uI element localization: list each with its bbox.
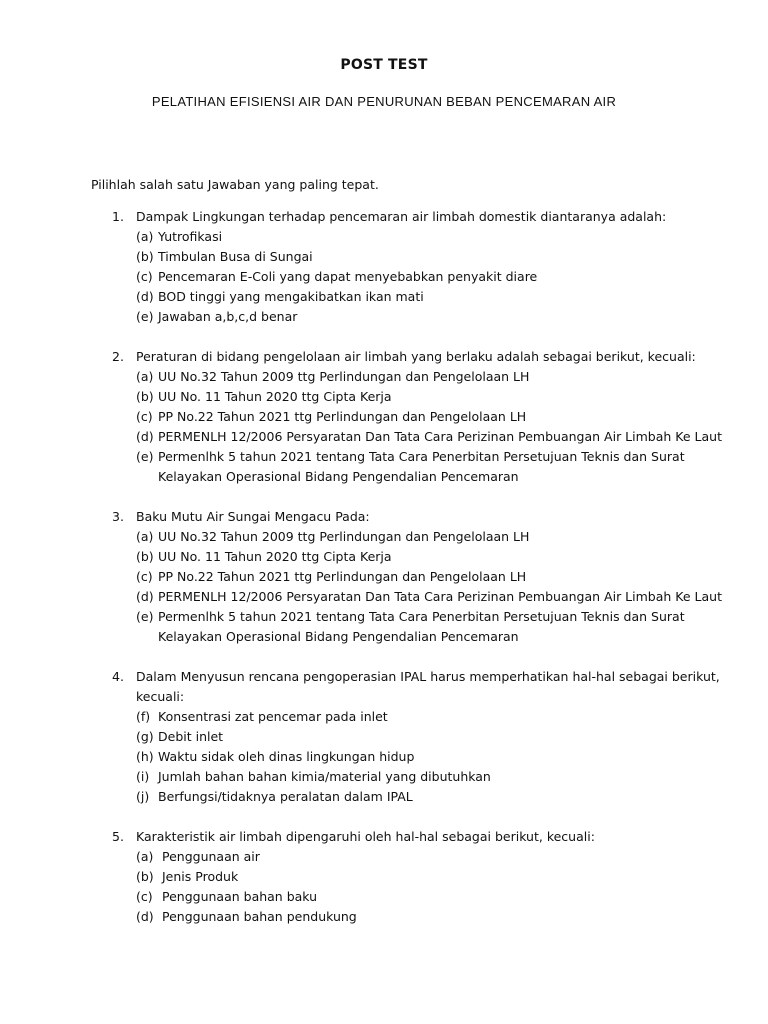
option-letter: (i) [136, 769, 150, 784]
option-letter: (a) [136, 369, 154, 384]
option-letter: (b) [136, 249, 154, 264]
option-letter: (g) [136, 729, 154, 744]
question-text: Baku Mutu Air Sungai Mengacu Pada: [136, 509, 370, 524]
option-letter: (c) [136, 409, 153, 424]
option-text: Waktu sidak oleh dinas lingkungan hidup [158, 749, 415, 764]
answer-option-a [112, 227, 672, 247]
question-text: Dampak Lingkungan terhadap pencemaran air limbah domestik diantaranya adalah: [136, 209, 667, 224]
option-letter: (d) [136, 429, 154, 444]
option-letter: (b) [136, 389, 154, 404]
answer-option-j [112, 787, 672, 807]
option-letter: (c) [136, 569, 153, 584]
option-text: UU No. 11 Tahun 2020 ttg Cipta Kerja [158, 549, 392, 564]
option-text: Jumlah bahan bahan kimia/material yang dibutuhkan [158, 769, 491, 784]
option-text: Debit inlet [158, 729, 224, 744]
answer-option-a [112, 367, 672, 387]
instruction-text: Pilihlah salah satu Jawaban yang paling tepat. [91, 177, 379, 192]
option-text: UU No.32 Tahun 2009 ttg Perlindungan dan Pengelolaan LH [158, 369, 530, 384]
option-continuation [112, 467, 672, 487]
answer-option-a [112, 527, 672, 547]
answer-option-f [112, 707, 672, 727]
option-text: BOD tinggi yang mengakibatkan ikan mati [158, 289, 424, 304]
page-title: POST TEST [340, 57, 428, 73]
option-letter: (e) [136, 449, 154, 464]
question-2 [112, 347, 722, 487]
question-line [112, 507, 672, 527]
question-line [112, 827, 672, 847]
option-letter: (c) [136, 889, 153, 904]
option-text: PP No.22 Tahun 2021 ttg Perlindungan dan Pengelolaan LH [158, 409, 527, 424]
answer-option-a [112, 847, 672, 867]
question-number: 2. [112, 349, 124, 364]
question-number: 1. [112, 209, 124, 224]
question-1 [112, 207, 672, 327]
option-letter: (a) [136, 849, 154, 864]
option-text: UU No.32 Tahun 2009 ttg Perlindungan dan Pengelolaan LH [158, 529, 530, 544]
answer-option-c [112, 267, 672, 287]
answer-option-b [112, 387, 672, 407]
question-number: 3. [112, 509, 124, 524]
option-letter: (e) [136, 309, 154, 324]
answer-option-g [112, 727, 672, 747]
option-letter: (a) [136, 529, 154, 544]
question-text: Dalam Menyusun rencana pengoperasian IPAL harus memperhatikan hal-hal sebagai berikut, [136, 669, 720, 684]
option-text: PP No.22 Tahun 2021 ttg Perlindungan dan Pengelolaan LH [158, 569, 527, 584]
option-letter: (a) [136, 229, 154, 244]
question-4 [112, 667, 720, 807]
question-continuation-text: kecuali: [136, 689, 185, 704]
question-text: Karakteristik air limbah dipengaruhi oleh hal-hal sebagai berikut, kecuali: [136, 829, 595, 844]
option-continuation-text: Kelayakan Operasional Bidang Pengendalian Pencemaran [158, 469, 519, 484]
answer-option-b [112, 547, 672, 567]
answer-option-c [112, 407, 672, 427]
option-text: Yutrofikasi [158, 229, 223, 244]
question-line [112, 207, 672, 227]
answer-option-d [112, 907, 672, 927]
answer-option-b [112, 247, 672, 267]
option-text: Pencemaran E-Coli yang dapat menyebabkan penyakit diare [158, 269, 538, 284]
option-text: Konsentrasi zat pencemar pada inlet [158, 709, 388, 724]
page-subtitle: PELATIHAN EFISIENSI AIR DAN PENURUNAN BEBAN PENCEMARAN AIR [151, 94, 617, 109]
answer-option-h [112, 747, 672, 767]
question-line [112, 667, 720, 687]
option-text: Permenlhk 5 tahun 2021 tentang Tata Cara Penerbitan Persetujuan Teknis dan Surat [158, 609, 685, 624]
option-letter: (d) [136, 589, 154, 604]
option-text: Berfungsi/tidaknya peralatan dalam IPAL [158, 789, 413, 804]
answer-option-e [112, 307, 672, 327]
answer-option-e [112, 607, 685, 627]
option-continuation-text: Kelayakan Operasional Bidang Pengendalian Pencemaran [158, 629, 519, 644]
answer-option-d [112, 427, 722, 447]
option-text: Jawaban a,b,c,d benar [158, 309, 298, 324]
option-text: UU No. 11 Tahun 2020 ttg Cipta Kerja [158, 389, 392, 404]
answer-option-d [112, 287, 672, 307]
option-letter: (j) [136, 789, 150, 804]
option-text: Timbulan Busa di Sungai [158, 249, 313, 264]
option-letter: (c) [136, 269, 153, 284]
option-text: Penggunaan bahan pendukung [162, 909, 357, 924]
option-text: PERMENLH 12/2006 Persyaratan Dan Tata Cara Perizinan Pembuangan Air Limbah Ke Laut [158, 589, 722, 604]
option-text: Jenis Produk [162, 869, 239, 884]
option-text: Penggunaan air [162, 849, 260, 864]
answer-option-b [112, 867, 672, 887]
answer-option-i [112, 767, 672, 787]
answer-option-e [112, 447, 685, 467]
option-text: Penggunaan bahan baku [162, 889, 318, 904]
option-text: Permenlhk 5 tahun 2021 tentang Tata Cara Penerbitan Persetujuan Teknis dan Surat [158, 449, 685, 464]
question-line [112, 347, 696, 367]
answer-option-c [112, 887, 672, 907]
option-letter: (f) [136, 709, 151, 724]
option-letter: (d) [136, 909, 154, 924]
question-continuation [112, 687, 672, 707]
question-number: 4. [112, 669, 124, 684]
answer-option-c [112, 567, 672, 587]
question-5 [112, 827, 672, 927]
option-letter: (b) [136, 869, 154, 884]
question-text: Peraturan di bidang pengelolaan air limbah yang berlaku adalah sebagai berikut, kecuali: [136, 349, 696, 364]
option-letter: (b) [136, 549, 154, 564]
option-letter: (h) [136, 749, 154, 764]
option-letter: (e) [136, 609, 154, 624]
option-text: PERMENLH 12/2006 Persyaratan Dan Tata Cara Perizinan Pembuangan Air Limbah Ke Laut [158, 429, 722, 444]
option-letter: (d) [136, 289, 154, 304]
question-number: 5. [112, 829, 124, 844]
option-continuation [112, 627, 672, 647]
question-3 [112, 507, 722, 647]
answer-option-d [112, 587, 722, 607]
